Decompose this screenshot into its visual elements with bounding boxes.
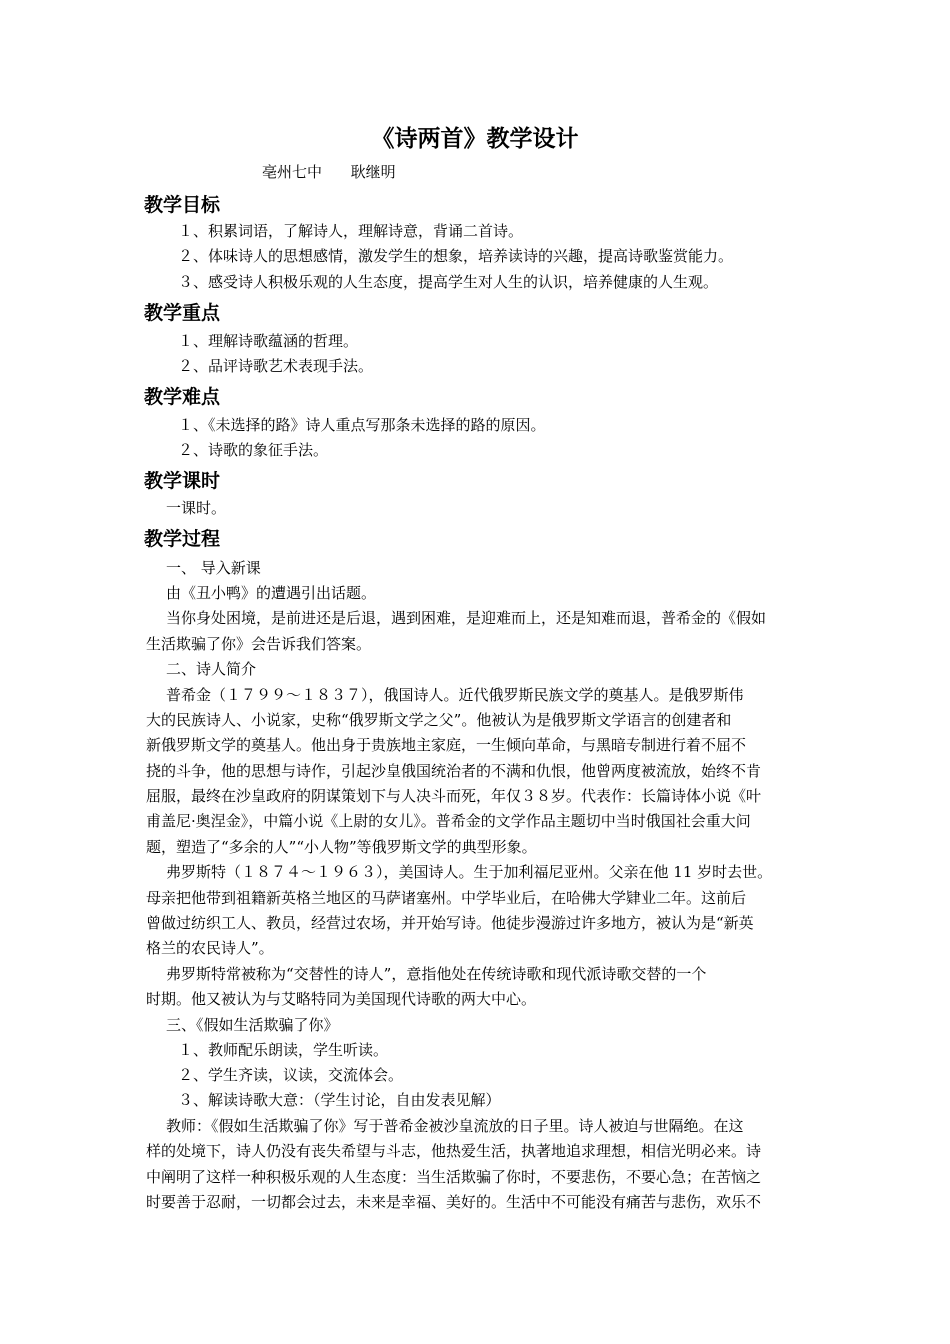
key-point-item: ２、品评诗歌艺术表现手法。 — [178, 357, 374, 375]
heading-goals: 教学目标 — [144, 194, 221, 216]
process-line: 格兰的农民诗人”。 — [146, 939, 274, 957]
process-line: 大的民族诗人、小说家，史称“俄罗斯文学之父”。他被认为是俄罗斯文学语言的创建者和 — [146, 711, 732, 729]
process-line: 普希金（１７９９～１８３７），俄国诗人。近代俄罗斯民族文学的奠基人。是俄罗斯伟 — [166, 686, 744, 704]
process-line: 甫盖尼·奥涅金》，中篇小说《上尉的女儿》。普希金的文学作品主题切中当时俄国社会重大问 — [146, 812, 751, 830]
process-line: 题，塑造了“多余的人”“小人物”等俄罗斯文学的典型形象。 — [146, 838, 537, 856]
goal-item: ３、感受诗人积极乐观的人生态度，提高学生对人生的认识，培养健康的人生观。 — [178, 273, 719, 291]
process-line: 时要善于忍耐，一切都会过去，未来是幸福、美好的。生活中不可能没有痛苦与悲伤，欢乐不 — [146, 1193, 762, 1211]
heading-hours: 教学课时 — [144, 470, 221, 492]
process-line: 挠的斗争，他的思想与诗作，引起沙皇俄国统治者的不满和仇恨，他曾两度被流放，始终不肯 — [146, 762, 762, 780]
heading-process: 教学过程 — [144, 528, 221, 550]
process-line: １、教师配乐朗读，学生听读。 — [178, 1041, 389, 1059]
process-section-heading: 二、诗人简介 — [166, 660, 257, 678]
goal-item: １、积累词语，了解诗人，理解诗意，背诵二首诗。 — [178, 222, 524, 240]
process-line: 时期。他又被认为与艾略特同为美国现代诗歌的两大中心。 — [146, 990, 537, 1008]
process-section-heading: 一、 导入新课 — [166, 559, 261, 577]
process-line: 样的处境下，诗人仍没有丧失希望与斗志，他热爱生活，执著地追求理想，相信光明必来。诗 — [146, 1142, 762, 1160]
hours-text: 一课时。 — [166, 499, 227, 517]
process-line: 由《丑小鸭》的遭遇引出话题。 — [166, 584, 377, 602]
process-line: 新俄罗斯文学的奠基人。他出身于贵族地主家庭，一生倾向革命，与黑暗专制进行着不屈不 — [146, 736, 747, 754]
heading-difficulties: 教学难点 — [144, 386, 221, 408]
process-line: 母亲把他带到祖籍新英格兰地区的马萨诸塞州。中学毕业后，在哈佛大学肄业二年。这前后 — [146, 889, 747, 907]
process-line: 曾做过纺织工人、教员，经营过农场，并开始写诗。他徒步漫游过许多地方，被认为是“新英 — [146, 914, 754, 932]
difficulty-item: １、《未选择的路》诗人重点写那条未选择的路的原因。 — [178, 416, 546, 434]
key-point-item: １、理解诗歌蕴涵的哲理。 — [178, 332, 359, 350]
process-line: 弗罗斯特常被称为“交替性的诗人”，意指他处在传统诗歌和现代派诗歌交替的一个 — [166, 965, 707, 983]
process-line: 屈服，最终在沙皇政府的阴谋策划下与人决斗而死，年仅３８岁。代表作：长篇诗体小说《叶 — [146, 787, 762, 805]
process-line: 中阐明了这样一种积极乐观的人生态度：当生活欺骗了你时，不要悲伤，不要心急；在苦恼之 — [146, 1168, 762, 1186]
difficulty-item: ２、诗歌的象征手法。 — [178, 441, 329, 459]
process-line: 当你身处困境，是前进还是后退，遇到困难，是迎难而上，还是知难而退，普希金的《假如 — [166, 609, 767, 627]
heading-key-points: 教学重点 — [144, 302, 221, 324]
author-byline: 亳州七中 耿继明 — [262, 163, 396, 181]
process-line: ２、学生齐读，议读，交流体会。 — [178, 1066, 404, 1084]
document-title: 《诗两首》教学设计 — [371, 126, 579, 152]
process-line: 弗罗斯特（１８７４～１９６３），美国诗人。生于加利福尼亚州。父亲在他 11 岁时去世。 — [166, 863, 773, 881]
process-section-heading: 三、《假如生活欺骗了你》 — [166, 1016, 339, 1034]
goal-item: ２、体味诗人的思想感情，激发学生的想象，培养读诗的兴趣，提高诗歌鉴赏能力。 — [178, 247, 734, 265]
process-line: ３、解读诗歌大意：（学生讨论，自由发表见解） — [178, 1091, 501, 1109]
process-line: 教师：《假如生活欺骗了你》写于普希金被沙皇流放的日子里。诗人被迫与世隔绝。在这 — [166, 1117, 744, 1135]
process-line: 生活欺骗了你》会告诉我们答案。 — [146, 635, 372, 653]
